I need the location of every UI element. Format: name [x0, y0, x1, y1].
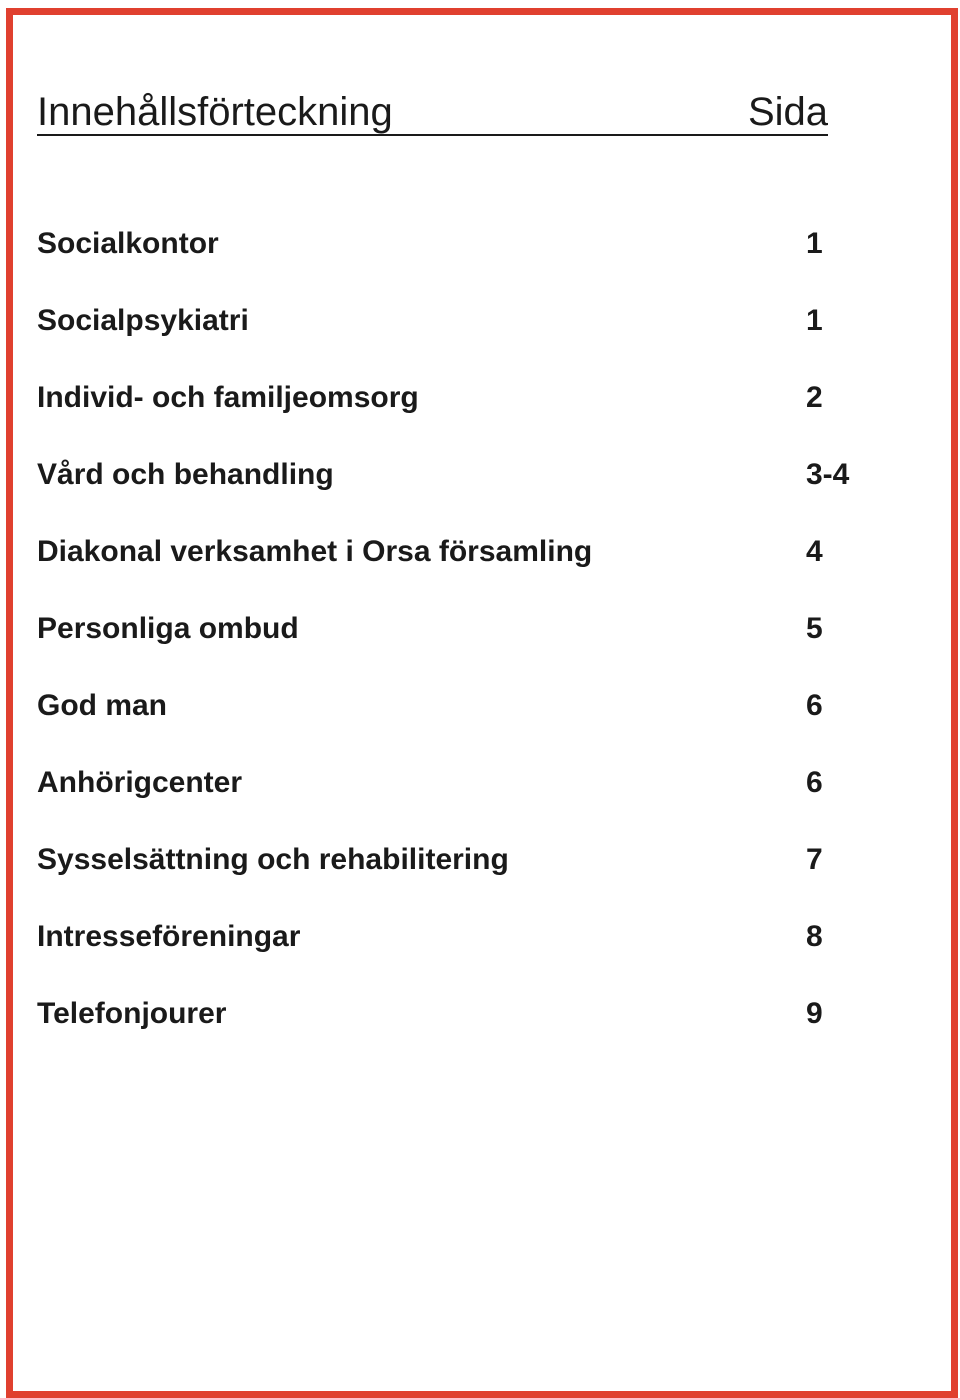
toc-title: Innehållsförteckning [37, 90, 393, 134]
toc-entry [37, 609, 867, 686]
toc-entry-label: Socialkontor [37, 227, 219, 260]
toc-entry [37, 686, 867, 763]
toc-entry-page: 2 [806, 381, 823, 414]
toc-page-column-heading: Sida [747, 90, 828, 134]
toc-entry-page: 1 [806, 304, 823, 337]
toc-entry [37, 917, 867, 994]
toc-entry-page: 1 [806, 227, 823, 260]
toc-list [37, 224, 867, 1071]
toc-entry-page: 8 [806, 920, 823, 953]
toc-entry-page: 4 [806, 535, 823, 568]
toc-entry [37, 994, 867, 1071]
toc-entry-label: Diakonal verksamhet i Orsa församling [37, 535, 593, 568]
toc-entry [37, 532, 867, 609]
toc-entry-page: 6 [806, 689, 823, 722]
toc-entry-label: Vård och behandling [37, 458, 334, 491]
toc-entry-label: Sysselsättning och rehabilitering [37, 843, 509, 876]
toc-entry-label: Anhörigcenter [37, 766, 243, 799]
toc-entry-page: 6 [806, 766, 823, 799]
toc-entry [37, 301, 867, 378]
toc-entry-label: Telefonjourer [37, 997, 227, 1030]
toc-entry [37, 763, 867, 840]
toc-entry [37, 840, 867, 917]
toc-entry [37, 455, 867, 532]
toc-entry [37, 378, 867, 455]
toc-entry-label: God man [37, 689, 168, 722]
toc-entry [37, 224, 867, 301]
toc-entry-label: Individ- och familjeomsorg [37, 381, 419, 414]
toc-entry-label: Intresseföreningar [37, 920, 301, 953]
toc-entry-page: 9 [806, 997, 823, 1030]
toc-entry-page: 5 [806, 612, 823, 645]
toc-header [37, 90, 828, 136]
toc-entry-label: Socialpsykiatri [37, 304, 249, 337]
toc-entry-page: 7 [806, 843, 823, 876]
toc-entry-page: 3-4 [806, 458, 850, 491]
toc-entry-label: Personliga ombud [37, 612, 299, 645]
